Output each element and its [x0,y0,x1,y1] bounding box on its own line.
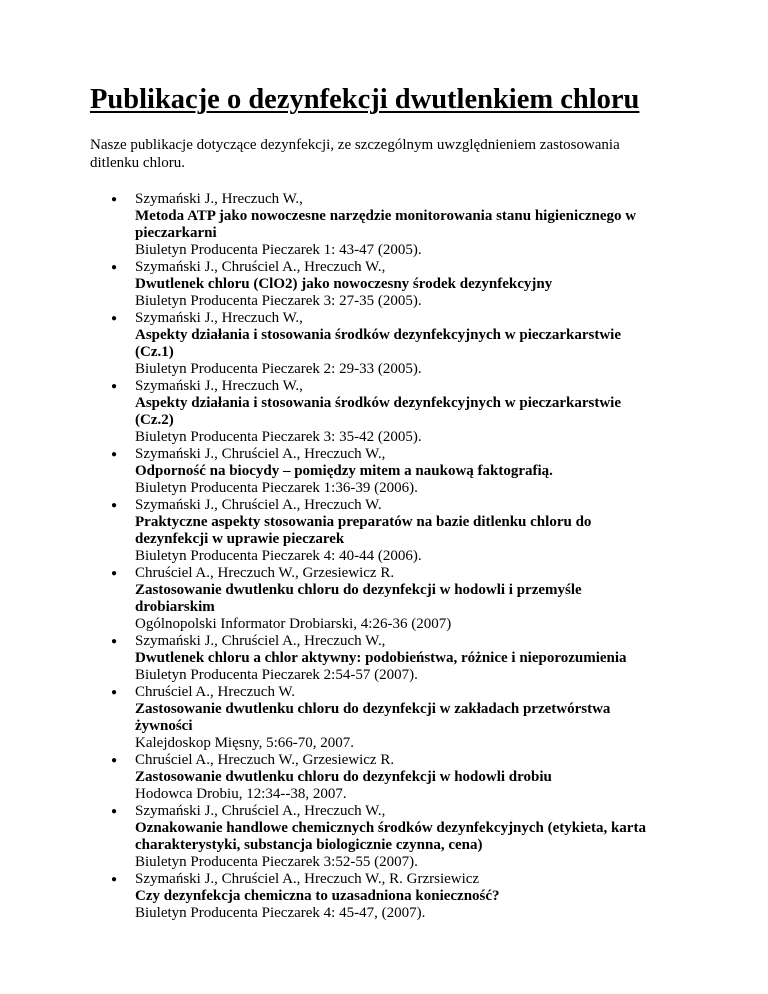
bullet-icon: ● [111,568,118,579]
bullet-icon: ● [111,755,118,766]
publication-title: Odporność na biocydy – pomiędzy mitem a naukową faktografią. [135,463,553,479]
publication-source: Hodowca Drobiu, 12:34--38, 2007. [135,786,347,802]
publication-title: Zastosowanie dwutlenku chloru do dezynfekcji w hodowli i przemyśle drobiarskim [135,582,582,615]
publication-title: Aspekty działania i stosowania środków dezynfekcyjnych w pieczarkarstwie (Cz.1) [135,327,621,360]
list-item [90,378,655,446]
publication-title: Praktyczne aspekty stosowania preparatów na bazie ditlenku chloru do dezynfekcji w uprawie pieczarek [135,514,592,547]
publication-authors: Szymański J., Chruściel A., Hreczuch W., [135,633,386,649]
list-item [90,803,655,871]
publication-authors: Chruściel A., Hreczuch W. [135,684,295,700]
publication-authors: Szymański J., Chruściel A., Hreczuch W., R. Grzrsiewicz [135,871,480,887]
bullet-icon: ● [111,262,118,273]
publication-authors: Szymański J., Chruściel A., Hreczuch W., [135,446,386,462]
publication-source: Biuletyn Producenta Pieczarek 3:52-55 (2007). [135,854,418,870]
publication-source: Biuletyn Producenta Pieczarek 4: 40-44 (2006). [135,548,422,564]
publication-title: Oznakowanie handlowe chemicznych środków dezynfekcyjnych (etykieta, karta charakterystyki, substancja biologicznie czynna, cena) [135,820,646,853]
publication-list [90,191,690,922]
publication-title: Dwutlenek chloru a chlor aktywny: podobieństwa, różnice i nieporozumienia [135,650,627,666]
publication-source: Biuletyn Producenta Pieczarek 1: 43-47 (2005). [135,242,422,258]
list-item [90,633,655,684]
list-item [90,684,655,752]
bullet-icon: ● [111,500,118,511]
publication-authors: Szymański J., Hreczuch W., [135,191,303,207]
publication-title: Zastosowanie dwutlenku chloru do dezynfekcji w hodowli drobiu [135,769,552,785]
publication-title: Aspekty działania i stosowania środków dezynfekcyjnych w pieczarkarstwie (Cz.2) [135,395,621,428]
bullet-icon: ● [111,806,118,817]
publication-source: Biuletyn Producenta Pieczarek 2: 29-33 (2005). [135,361,422,377]
list-item [90,497,655,565]
list-item [90,191,655,259]
publication-authors: Szymański J., Chruściel A., Hreczuch W. [135,497,382,513]
publication-source: Kalejdoskop Mięsny, 5:66-70, 2007. [135,735,355,751]
publication-source: Biuletyn Producenta Pieczarek 4: 45-47, (2007). [135,905,426,921]
publication-authors: Chruściel A., Hreczuch W., Grzesiewicz R. [135,565,395,581]
list-item [90,446,655,497]
publication-title: Czy dezynfekcja chemiczna to uzasadniona konieczność? [135,888,500,904]
page-title: Publikacje o dezynfekcji dwutlenkiem chloru [90,84,640,115]
publication-authors: Szymański J., Hreczuch W., [135,378,303,394]
publication-source: Biuletyn Producenta Pieczarek 3: 27-35 (2005). [135,293,422,309]
publication-title: Zastosowanie dwutlenku chloru do dezynfekcji w zakładach przetwórstwa żywności [135,701,611,734]
bullet-icon: ● [111,874,118,885]
publication-authors: Szymański J., Chruściel A., Hreczuch W., [135,259,386,275]
publication-source: Biuletyn Producenta Pieczarek 1:36-39 (2006). [135,480,418,496]
intro-paragraph: Nasze publikacje dotyczące dezynfekcji, ze szczególnym uwzględnieniem zastosowania ditlenku chloru. [90,137,620,171]
bullet-icon: ● [111,194,118,205]
bullet-icon: ● [111,313,118,324]
publication-title: Metoda ATP jako nowoczesne narzędzie monitorowania stanu higienicznego w pieczarkarni [135,208,637,241]
list-item [90,565,655,633]
list-item [90,310,655,378]
publication-authors: Szymański J., Hreczuch W., [135,310,303,326]
publication-source: Biuletyn Producenta Pieczarek 3: 35-42 (2005). [135,429,422,445]
publication-source: Biuletyn Producenta Pieczarek 2:54-57 (2007). [135,667,418,683]
document-page [90,82,690,922]
publication-authors: Szymański J., Chruściel A., Hreczuch W., [135,803,386,819]
publication-title: Dwutlenek chloru (ClO2) jako nowoczesny środek dezynfekcyjny [135,276,553,292]
bullet-icon: ● [111,636,118,647]
bullet-icon: ● [111,449,118,460]
list-item [90,871,655,922]
publication-authors: Chruściel A., Hreczuch W., Grzesiewicz R. [135,752,395,768]
list-item [90,259,655,310]
bullet-icon: ● [111,381,118,392]
publication-source: Ogólnopolski Informator Drobiarski, 4:26-36 (2007) [135,616,452,632]
list-item [90,752,655,803]
bullet-icon: ● [111,687,118,698]
